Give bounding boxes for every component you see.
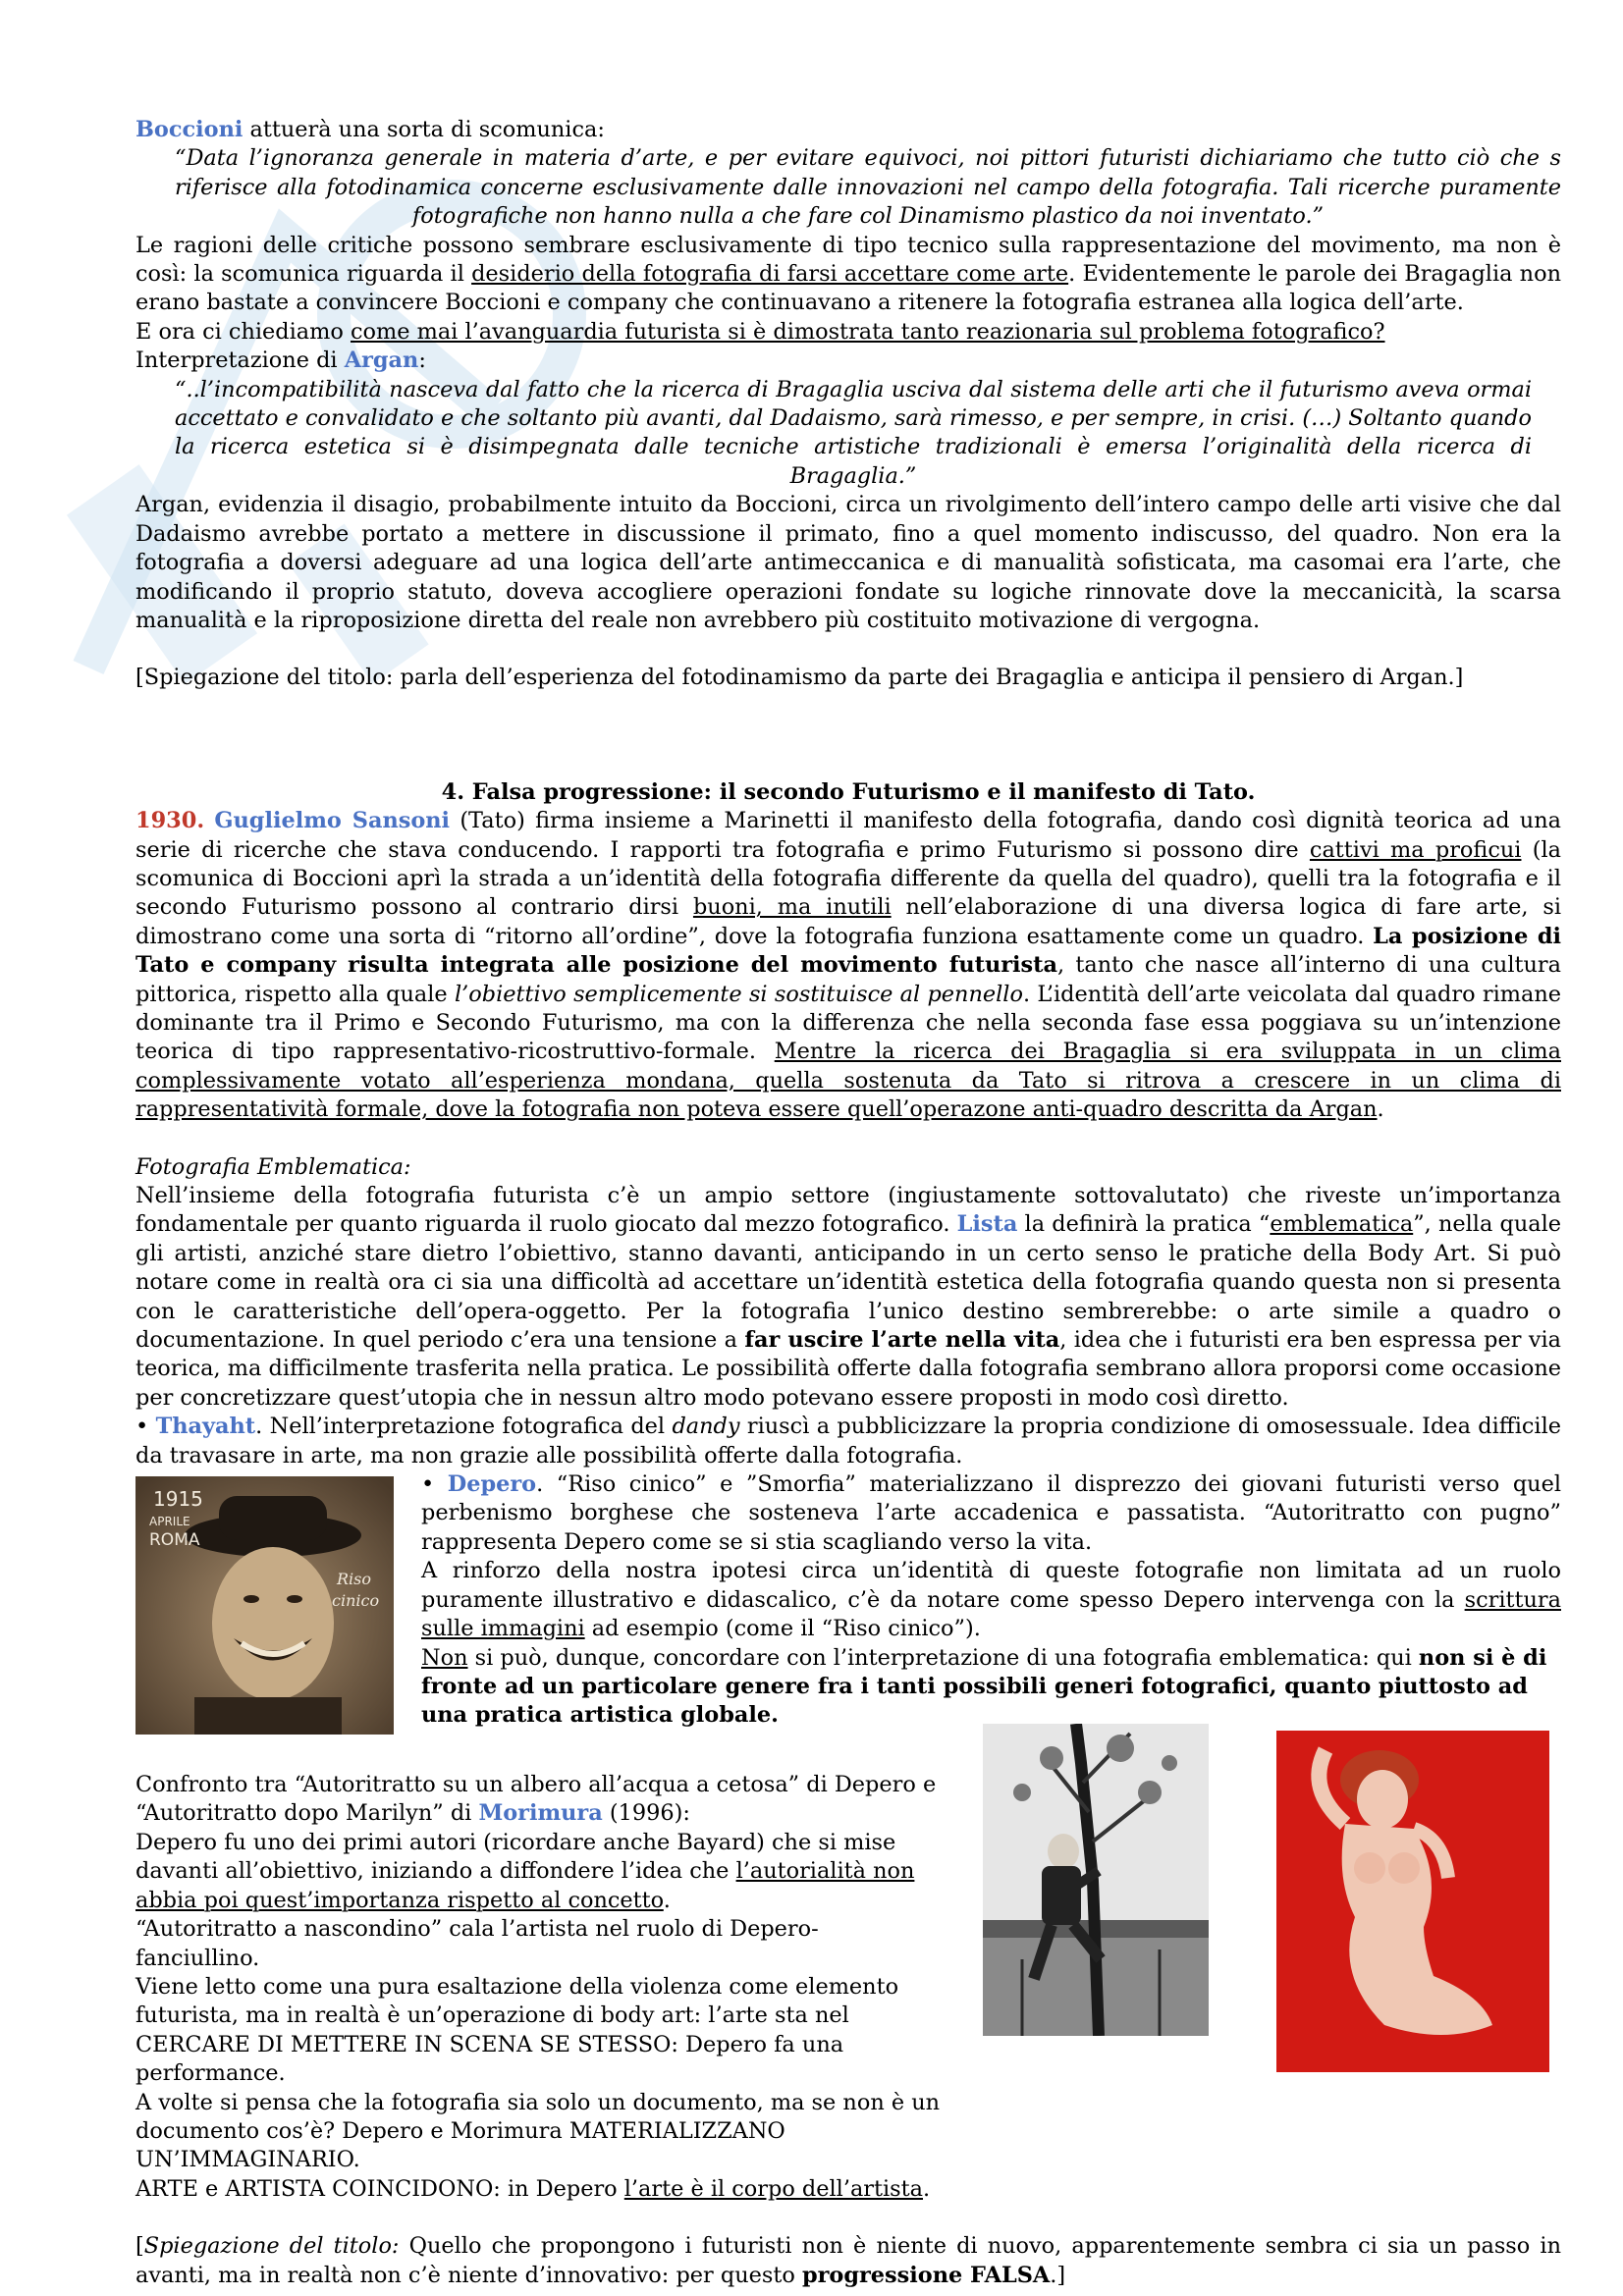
tato-italic-1: l’obiettivo semplicemente si sostituisce al pennello: [454, 981, 1023, 1007]
depero-text-2b: ad esempio (come il “Riso cinico”).: [584, 1616, 981, 1642]
tato-text-4: , tanto che nasce all’interno di una cultura pittorica, rispetto alla quale: [135, 952, 1561, 1007]
emblematic-paragraph: [135, 1182, 1561, 1413]
critique-paragraph: [135, 232, 1561, 318]
comparison-p4: Viene letto come una pura esaltazione della violenza come elemento futurista, ma in realtà è un’operazione di body art: l’arte sta nel CERCARE DI METTERE IN SCENA SE STESSO: Depero fa una performance.: [135, 1973, 899, 2087]
tato-text-6: .: [1377, 1096, 1384, 1123]
comparison-p3: “Autoritratto a nascondino” cala l’artista nel ruolo di Depero-fanciullino.: [135, 1916, 819, 1971]
question-underlined: come mai l’avanguardia futurista si è dimostrata tanto reazionaria sul problema fotografico?: [350, 318, 1385, 345]
critique-text-a: Le ragioni delle critiche possono sembrare esclusivamente di tipo tecnico sulla rappresentazione del movimento, ma non è così: la scomunica riguarda il: [135, 232, 1561, 288]
comparison-intro: [135, 1771, 941, 1829]
thayaht-text-1: . Nell’interpretazione fotografica del: [255, 1414, 673, 1440]
comparison-text: Confronto tra “Autoritratto su un albero all’acqua a cetosa” di Depero e “Autoritratto dopo Marilyn” di: [135, 1772, 937, 1827]
name-boccioni: Boccioni: [135, 117, 243, 142]
tato-text-1: (Tato) firma insieme a Marinetti il manifesto della fotografia, dando così dignità teorica ad una serie di ricerche che stava conducendo. I rapporti tra fotografia e primo Futurismo si possono dire: [135, 808, 1561, 863]
emb-bold: far uscire l’arte nella vita: [744, 1327, 1060, 1354]
bullet-depero: •: [421, 1471, 448, 1498]
depero-tree-photo: [983, 1724, 1209, 2036]
critique-underlined: desiderio della fotografia di farsi accettare come arte: [471, 261, 1069, 288]
bullet-thayaht: •: [135, 1414, 156, 1440]
emb-text-2: la definirà la pratica “: [1017, 1211, 1271, 1238]
depero-text-1: . “Riso cinico” e ”Smorfia” materializzano il disprezzo dei giovani futuristi verso quel perbenismo borghese che sosteneva l’arte accadenica e passatista. “Autoritratto con pugno” rappresenta Depero come se si stia scagliando verso la vita.: [421, 1471, 1561, 1555]
depero-non: Non: [421, 1644, 468, 1671]
photo-caption-month: APRILE: [149, 1515, 190, 1529]
name-sansoni: Guglielmo Sansoni: [214, 808, 451, 834]
depero-bold: non si è di fronte ad un particolare genere fra i tanti possibili generi fotografici, quanto piuttosto ad una pratica artistica globale.: [421, 1644, 1547, 1729]
critique-text-b: . Evidentemente le parole dei Bragaglia non erano bastate a convincere Boccioni e company che continuavano a ritenere la fotografia estranea alla logica dell’arte.: [135, 261, 1561, 316]
comparison-p2-end: .: [663, 1887, 671, 1913]
argan-paragraph: Argan, evidenzia il disagio, probabilmente intuito da Boccioni, circa un rivolgimento dell’intero campo delle arti visive che dal Dadaismo avrebbe portato a mettere in discussione il primato, fino a quel momento indiscusso, del quadro. Non era la fotografia a doversi adeguare ad una logica dell’arte antimeccanica e di manualità sofisticata, ma casomai era l’arte, che modificando il proprio statuto, doveva accogliere operazioni fondate su logiche rinnovate dove la meccanicità, la scarsa manualità e la riproposizione diretta del reale non avrebbero più costituito motivazione di vergogna.: [135, 492, 1561, 633]
tato-bold-1: La posizione di Tato e company risulta integrata alle posizione del movimento futurista: [135, 923, 1561, 979]
tato-text-2: (la scomunica di Boccioni aprì la strada a un’identità della fotografia differente da quella del quadro), quelli tra la fotografia e il secondo Futurismo possono al contrario dirsi: [135, 836, 1561, 921]
tato-paragraph: [135, 807, 1561, 1124]
boccioni-intro: [135, 116, 1561, 144]
argan-intro: [135, 347, 1561, 375]
depero-text-3: si può, dunque, concordare con l’interpretazione di una fotografia emblematica: qui: [467, 1644, 1419, 1671]
comparison-p5: A volte si pensa che la fotografia sia solo un documento, ma se non è un documento cos’è? Depero e Morimura MATERIALIZZANO UN’IMMAGINARIO.: [135, 2089, 941, 2173]
title-explanation-2: [135, 2232, 1561, 2290]
photo-caption-cinico: cinico: [332, 1591, 380, 1611]
argan-quote: “..l’incompatibilità nasceva dal fatto che la ricerca di Bragaglia usciva dal sistema delle arti che il futurismo aveva ormai accettato e convalidato e che soltanto più avanti, dal Dadaismo, sarà rimesso, e per sempre, in crisi. (…) Soltanto quando la ricerca estetica si è disimpegnata dalle tecniche artistiche tradizionali è emersa l’originalità della ricerca di Bragaglia.”: [175, 376, 1532, 489]
argan-colon: :: [418, 347, 426, 374]
boccioni-quote: “Data l’ignoranza generale in materia d’arte, e per evitare equivoci, noi pittori futuristi dichiariamo che tutto ciò che s riferisce alla fotodinamica concerne esclusivamente dalle innovazioni nel campo della fotografia. Tali ricerche puramente fotografiche non hanno nulla a che fare col Dinamismo plastico da noi inventato.”: [175, 145, 1561, 230]
photo-caption-year: 1915: [153, 1487, 203, 1512]
tato-underlined-1: cattivi ma proficui: [1309, 836, 1522, 863]
depero-text-2: A rinforzo della nostra ipotesi circa un’identità di queste fotografie non limitata ad un ruolo puramente illustrativo e didascalico, c’è da notare come spesso Depero intervenga con la: [421, 1558, 1561, 1613]
tato-underlined-3: Mentre la ricerca dei Bragaglia si era sviluppata in un clima complessivamente votato all’esperienza mondana, quella sostenuta da Tato si ritrova a crescere in un clima di rappresentatività formale, dove la fotografia non poteva essere quell’operazone anti-quadro descritta da Argan: [135, 1039, 1562, 1123]
name-argan: Argan: [344, 347, 419, 374]
footer-italic: Spiegazione del titolo:: [143, 2233, 400, 2260]
name-lista: Lista: [956, 1211, 1018, 1238]
thayaht-italic: dandy: [672, 1414, 740, 1440]
thayaht-paragraph: [135, 1413, 1561, 1470]
emb-text-3: ”, nella quale gli artisti, anziché stare dietro l’obiettivo, stanno davanti, anticipando in un certo senso le pratiche della Body Art. Si può notare come in realtà ora ci sia una difficoltà ad accettare un’identità estetica della fotografia quando questa non si presenta con le caratteristiche dell’opera-oggetto. Per la fotografia l’unico destino sembrerebbe: o arte simile a quadro o documentazione. In quel periodo c’era una tensione a: [135, 1211, 1562, 1354]
footer-bracket-close: .]: [1050, 2262, 1066, 2288]
photo-caption-riso: Riso: [337, 1570, 372, 1589]
comparison-column: [135, 1771, 941, 2204]
question-text: E ora ci chiediamo: [135, 318, 351, 345]
comparison-p6-end: .: [923, 2175, 931, 2202]
footer-text: Quello che propongono i futuristi non è niente di nuovo, apparentemente sembra ci sia un passo in avanti, ma in realtà non c’è niente d’innovativo: per questo: [135, 2233, 1561, 2288]
morimura-marilyn-photo: [1276, 1731, 1549, 2072]
title-explanation-1: [Spiegazione del titolo: parla dell’esperienza del fotodinamismo da parte dei Bragaglia e anticipa il pensiero di Argan.]: [135, 665, 1464, 691]
emb-underlined: emblematica: [1270, 1211, 1414, 1238]
thayaht-text-2: riuscì a pubblicizzare la propria condizione di omosessuale. Idea difficile da travasare in arte, ma non grazie alle possibilità offerte dalla fotografia.: [135, 1414, 1561, 1468]
intro-text: attuerà una sorta di scomunica:: [243, 117, 605, 142]
name-thayaht: Thayaht: [155, 1414, 256, 1440]
comparison-p2-underlined: l’autorialità non abbia poi quest’importanza rispetto al concetto: [135, 1858, 915, 1913]
name-depero: Depero: [447, 1471, 537, 1498]
tato-text-3: nell’elaborazione di una diversa logica di fare arte, si dimostrano come una sorta di “ritorno all’ordine”, dove la fotografia funziona esattamente come un quadro.: [135, 894, 1561, 949]
comparison-p2-text: Depero fu uno dei primi autori (ricordare anche Bayard) che si mise davanti all’obiettivo, iniziando a diffondere l’idea che: [135, 1829, 896, 1885]
argan-intro-text: Interpretazione di: [135, 347, 345, 374]
comparison-p6-text: ARTE e ARTISTA COINCIDONO: in Depero: [135, 2175, 624, 2202]
emblematic-title: Fotografia Emblematica:: [135, 1153, 411, 1180]
emb-text-4: , idea che i futuristi era ben espressa per via teorica, ma difficilmente trasferita nella pratica. Le possibilità offerte dalla fotografia sembrano allora proporsi come occasione per concretizzare quest’utopia che in nessun altro modo potevano essere proposti in modo così diretto.: [135, 1327, 1561, 1411]
comparison-p6-underlined: l’arte è il corpo dell’artista: [623, 2175, 923, 2202]
name-morimura: Morimura: [478, 1800, 603, 1827]
question-paragraph: [135, 318, 1561, 347]
footer-bracket-open: [: [135, 2233, 144, 2260]
tato-text-5: . L’identità dell’arte veicolata dal quadro rimane dominante tra il Primo e Secondo Futurismo, ma con la differenza che nella seconda fase essa poggiava su un’intenzione teorica di tipo rappresentativo-ricostruttivo-formale.: [135, 981, 1561, 1065]
emb-text-1: Nell’insieme della fotografia futurista c’è un ampio settore (ingiustamente sottovalutato) che riveste un’importanza fondamentale per quanto riguarda il ruolo giocato dal mezzo fotografico.: [135, 1183, 1561, 1238]
comparison-year: (1996):: [602, 1800, 690, 1827]
photo-caption-city: ROMA: [149, 1530, 200, 1551]
section-heading: 4. Falsa progressione: il secondo Futurismo e il manifesto di Tato.: [441, 778, 1256, 805]
year-1930: 1930.: [135, 808, 205, 834]
comparison-p2: [135, 1829, 941, 1915]
depero-riso-cinico-photo: [135, 1476, 394, 1735]
tato-underlined-2: buoni, ma inutili: [692, 894, 892, 921]
depero-underlined: scrittura sulle immagini: [421, 1586, 1561, 1642]
comparison-p6: [135, 2175, 941, 2204]
footer-bold: progressione FALSA: [801, 2262, 1051, 2288]
